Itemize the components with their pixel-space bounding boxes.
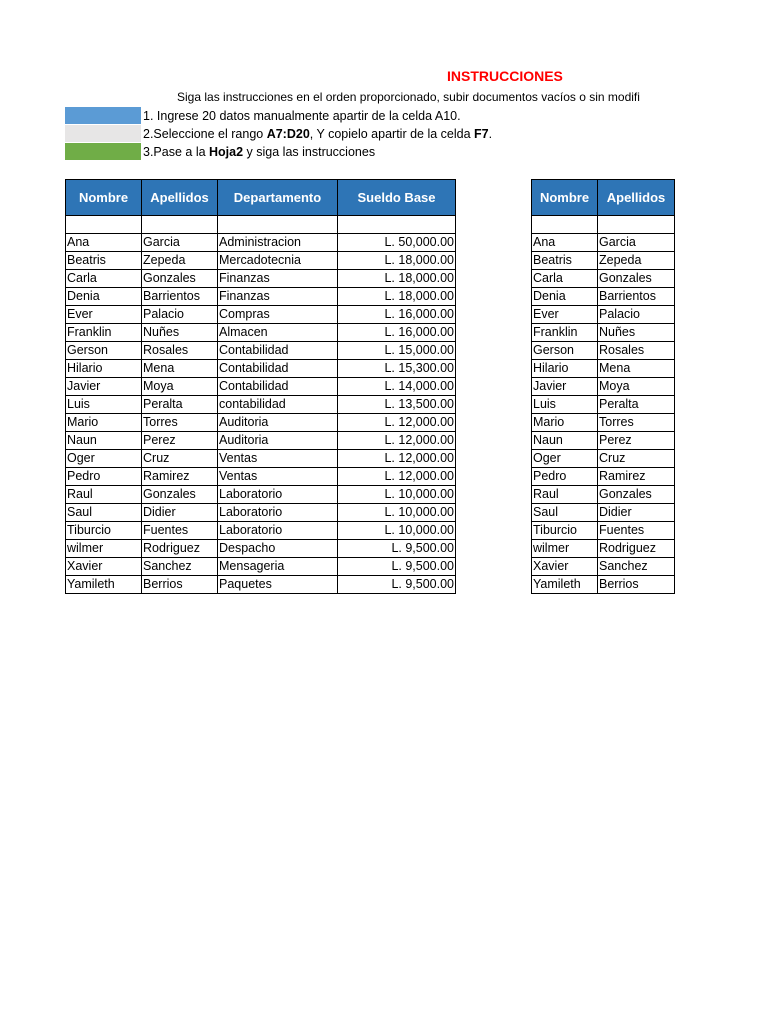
cell-apellidos[interactable]: Perez — [598, 432, 675, 450]
cell-nombre[interactable]: Tiburcio — [532, 522, 598, 540]
cell-apellidos[interactable]: Barrientos — [142, 288, 218, 306]
cell-departamento[interactable]: Almacen — [218, 324, 338, 342]
table-row — [532, 396, 675, 414]
copy-header-nombre[interactable]: Nombre — [532, 180, 598, 216]
cell-nombre[interactable]: Carla — [66, 270, 142, 288]
instruction-3-text: 3.Pase a la Hoja2 y siga las instrucciones — [143, 144, 376, 159]
cell-sueldo-base[interactable]: L. 50,000.00 — [338, 234, 456, 252]
cell-apellidos[interactable]: Torres — [142, 414, 218, 432]
cell-departamento[interactable]: Contabilidad — [218, 342, 338, 360]
cell-nombre[interactable]: Naun — [66, 432, 142, 450]
instruction-1 — [65, 107, 461, 124]
cell-departamento[interactable]: Contabilidad — [218, 378, 338, 396]
cell-apellidos[interactable]: Gonzales — [142, 270, 218, 288]
employee-table-header — [66, 180, 456, 216]
cell-departamento[interactable]: Mensageria — [218, 558, 338, 576]
cell-nombre[interactable]: Beatris — [532, 252, 598, 270]
cell-nombre[interactable]: Xavier — [66, 558, 142, 576]
cell-nombre[interactable]: Denia — [532, 288, 598, 306]
cell-departamento[interactable]: Auditoria — [218, 414, 338, 432]
instruction-3 — [65, 143, 375, 160]
cell-nombre[interactable]: Yamileth — [66, 576, 142, 594]
cell-departamento[interactable]: Laboratorio — [218, 522, 338, 540]
table-row — [66, 234, 456, 252]
table-row — [532, 558, 675, 576]
cell[interactable] — [338, 216, 456, 234]
cell-nombre[interactable]: Carla — [532, 270, 598, 288]
cell-apellidos[interactable]: Moya — [598, 378, 675, 396]
cell-departamento[interactable]: Finanzas — [218, 288, 338, 306]
table-row — [66, 360, 456, 378]
cell-nombre[interactable]: Hilario — [66, 360, 142, 378]
cell-sueldo-base[interactable]: L. 10,000.00 — [338, 504, 456, 522]
instruction-2-text: 2.Seleccione el rango A7:D20, Y copielo apartir de la celda F7. — [143, 126, 493, 141]
table-row — [532, 414, 675, 432]
cell-departamento[interactable]: Despacho — [218, 540, 338, 558]
table-row — [532, 522, 675, 540]
cell-nombre[interactable]: Ana — [532, 234, 598, 252]
cell-apellidos[interactable]: Nuñes — [142, 324, 218, 342]
table-row — [532, 378, 675, 396]
cell-apellidos[interactable]: Peralta — [142, 396, 218, 414]
cell-apellidos[interactable]: Palacio — [598, 306, 675, 324]
table-row — [66, 252, 456, 270]
cell-departamento[interactable]: Laboratorio — [218, 504, 338, 522]
cell-apellidos[interactable]: Cruz — [598, 450, 675, 468]
cell-nombre[interactable]: Javier — [532, 378, 598, 396]
cell-nombre[interactable]: Yamileth — [532, 576, 598, 594]
copied-names-table — [531, 179, 675, 594]
table-row — [66, 270, 456, 288]
cell-departamento[interactable]: Ventas — [218, 450, 338, 468]
cell-nombre[interactable]: Gerson — [532, 342, 598, 360]
cell[interactable] — [598, 216, 675, 234]
table-row — [532, 432, 675, 450]
table-row — [66, 378, 456, 396]
cell-apellidos[interactable]: Gonzales — [598, 486, 675, 504]
header-nombre[interactable]: Nombre — [66, 180, 142, 216]
cell-apellidos[interactable]: Gonzales — [598, 270, 675, 288]
cell-sueldo-base[interactable]: L. 9,500.00 — [338, 540, 456, 558]
cell-departamento[interactable]: Finanzas — [218, 270, 338, 288]
header-departamento[interactable]: Departamento — [218, 180, 338, 216]
cell-nombre[interactable]: Ever — [66, 306, 142, 324]
table-row — [532, 324, 675, 342]
cell-apellidos[interactable]: Zepeda — [142, 252, 218, 270]
cell-nombre[interactable]: Naun — [532, 432, 598, 450]
cell-sueldo-base[interactable]: L. 12,000.00 — [338, 468, 456, 486]
cell-apellidos[interactable]: Didier — [598, 504, 675, 522]
table-row — [66, 504, 456, 522]
cell-sueldo-base[interactable]: L. 15,000.00 — [338, 342, 456, 360]
cell-apellidos[interactable]: Berrios — [598, 576, 675, 594]
cell-departamento[interactable]: contabilidad — [218, 396, 338, 414]
table-row — [532, 270, 675, 288]
cell-nombre[interactable]: Mario — [66, 414, 142, 432]
cell-apellidos[interactable]: Fuentes — [142, 522, 218, 540]
cell-sueldo-base[interactable]: L. 15,300.00 — [338, 360, 456, 378]
cell-departamento[interactable]: Ventas — [218, 468, 338, 486]
cell-nombre[interactable]: Raul — [532, 486, 598, 504]
table-row — [66, 540, 456, 558]
table-row — [66, 468, 456, 486]
header-apellidos[interactable]: Apellidos — [142, 180, 218, 216]
instruction-3-color-swatch — [65, 143, 141, 160]
cell-nombre[interactable]: Saul — [532, 504, 598, 522]
cell-departamento[interactable]: Laboratorio — [218, 486, 338, 504]
table-row — [532, 360, 675, 378]
cell-apellidos[interactable]: Zepeda — [598, 252, 675, 270]
cell-apellidos[interactable]: Perez — [142, 432, 218, 450]
cell-sueldo-base[interactable]: L. 16,000.00 — [338, 306, 456, 324]
cell-nombre[interactable]: Raul — [66, 486, 142, 504]
table-row — [66, 396, 456, 414]
cell-sueldo-base[interactable]: L. 13,500.00 — [338, 396, 456, 414]
cell[interactable] — [532, 216, 598, 234]
table-row — [532, 342, 675, 360]
cell[interactable] — [218, 216, 338, 234]
cell-sueldo-base[interactable]: L. 18,000.00 — [338, 288, 456, 306]
cell[interactable] — [142, 216, 218, 234]
cell-departamento[interactable]: Administracion — [218, 234, 338, 252]
blank-row — [66, 216, 456, 234]
cell-sueldo-base[interactable]: L. 12,000.00 — [338, 414, 456, 432]
cell-sueldo-base[interactable]: L. 9,500.00 — [338, 558, 456, 576]
cell-nombre[interactable]: Pedro — [66, 468, 142, 486]
cell-apellidos[interactable]: Garcia — [598, 234, 675, 252]
cell-nombre[interactable]: wilmer — [66, 540, 142, 558]
cell-nombre[interactable]: Javier — [66, 378, 142, 396]
table-row — [532, 288, 675, 306]
cell-nombre[interactable]: Tiburcio — [66, 522, 142, 540]
cell-departamento[interactable]: Auditoria — [218, 432, 338, 450]
table-row — [66, 306, 456, 324]
cell-sueldo-base[interactable]: L. 18,000.00 — [338, 252, 456, 270]
cell-departamento[interactable]: Paquetes — [218, 576, 338, 594]
page-title: INSTRUCCIONES — [447, 68, 563, 84]
table-row — [66, 558, 456, 576]
instruction-1-text: 1. Ingrese 20 datos manualmente apartir de la celda A10. — [143, 108, 461, 123]
cell-apellidos[interactable]: Torres — [598, 414, 675, 432]
cell-nombre[interactable]: Denia — [66, 288, 142, 306]
table-row — [532, 540, 675, 558]
table-row — [66, 522, 456, 540]
cell-nombre[interactable]: Luis — [66, 396, 142, 414]
cell[interactable] — [66, 216, 142, 234]
table-row — [66, 288, 456, 306]
table-row — [532, 252, 675, 270]
cell-sueldo-base[interactable]: L. 14,000.00 — [338, 378, 456, 396]
table-row — [532, 576, 675, 594]
table-row — [532, 450, 675, 468]
cell-nombre[interactable]: Hilario — [532, 360, 598, 378]
cell-departamento[interactable]: Contabilidad — [218, 360, 338, 378]
cell-apellidos[interactable]: Berrios — [142, 576, 218, 594]
cell-nombre[interactable]: Ever — [532, 306, 598, 324]
cell-apellidos[interactable]: Mena — [142, 360, 218, 378]
cell-nombre[interactable]: Saul — [66, 504, 142, 522]
cell-apellidos[interactable]: Rosales — [142, 342, 218, 360]
cell-nombre[interactable]: Beatris — [66, 252, 142, 270]
copy-header-apellidos[interactable]: Apellidos — [598, 180, 675, 216]
cell-nombre[interactable]: wilmer — [532, 540, 598, 558]
cell-apellidos[interactable]: Nuñes — [598, 324, 675, 342]
table-row — [66, 450, 456, 468]
cell-apellidos[interactable]: Cruz — [142, 450, 218, 468]
instructions-subtitle: Siga las instrucciones en el orden proporcionado, subir documentos vacíos o sin modifi — [177, 90, 640, 104]
cell-apellidos[interactable]: Ramirez — [598, 468, 675, 486]
cell-apellidos[interactable]: Palacio — [142, 306, 218, 324]
cell-apellidos[interactable]: Garcia — [142, 234, 218, 252]
table-row — [66, 414, 456, 432]
employee-table — [65, 179, 456, 594]
table-row — [66, 486, 456, 504]
cell-nombre[interactable]: Franklin — [66, 324, 142, 342]
header-sueldo-base[interactable]: Sueldo Base — [338, 180, 456, 216]
cell-nombre[interactable]: Oger — [532, 450, 598, 468]
cell-nombre[interactable]: Ana — [66, 234, 142, 252]
cell-nombre[interactable]: Gerson — [66, 342, 142, 360]
table-row — [532, 486, 675, 504]
table-row — [66, 342, 456, 360]
cell-nombre[interactable]: Franklin — [532, 324, 598, 342]
cell-apellidos[interactable]: Moya — [142, 378, 218, 396]
cell-sueldo-base[interactable]: L. 12,000.00 — [338, 450, 456, 468]
cell-sueldo-base[interactable]: L. 18,000.00 — [338, 270, 456, 288]
cell-apellidos[interactable]: Rodriguez — [142, 540, 218, 558]
cell-nombre[interactable]: Xavier — [532, 558, 598, 576]
cell-apellidos[interactable]: Gonzales — [142, 486, 218, 504]
cell-nombre[interactable]: Mario — [532, 414, 598, 432]
cell-apellidos[interactable]: Fuentes — [598, 522, 675, 540]
cell-apellidos[interactable]: Rodriguez — [598, 540, 675, 558]
cell-sueldo-base[interactable]: L. 9,500.00 — [338, 576, 456, 594]
cell-nombre[interactable]: Luis — [532, 396, 598, 414]
table-row — [66, 324, 456, 342]
instruction-2-color-swatch — [65, 125, 141, 142]
cell-apellidos[interactable]: Barrientos — [598, 288, 675, 306]
cell-nombre[interactable]: Oger — [66, 450, 142, 468]
cell-apellidos[interactable]: Sanchez — [142, 558, 218, 576]
copied-table-header — [532, 180, 675, 216]
instruction-1-color-swatch — [65, 107, 141, 124]
cell-apellidos[interactable]: Rosales — [598, 342, 675, 360]
table-row — [532, 504, 675, 522]
cell-nombre[interactable]: Pedro — [532, 468, 598, 486]
cell-departamento[interactable]: Compras — [218, 306, 338, 324]
table-row — [532, 306, 675, 324]
blank-row — [532, 216, 675, 234]
cell-apellidos[interactable]: Peralta — [598, 396, 675, 414]
table-row — [66, 432, 456, 450]
table-row — [66, 576, 456, 594]
cell-apellidos[interactable]: Sanchez — [598, 558, 675, 576]
instruction-2 — [65, 125, 492, 142]
cell-apellidos[interactable]: Mena — [598, 360, 675, 378]
cell-apellidos[interactable]: Didier — [142, 504, 218, 522]
table-row — [532, 468, 675, 486]
cell-sueldo-base[interactable]: L. 10,000.00 — [338, 522, 456, 540]
cell-sueldo-base[interactable]: L. 16,000.00 — [338, 324, 456, 342]
table-row — [532, 234, 675, 252]
cell-sueldo-base[interactable]: L. 12,000.00 — [338, 432, 456, 450]
cell-apellidos[interactable]: Ramirez — [142, 468, 218, 486]
cell-departamento[interactable]: Mercadotecnia — [218, 252, 338, 270]
cell-sueldo-base[interactable]: L. 10,000.00 — [338, 486, 456, 504]
